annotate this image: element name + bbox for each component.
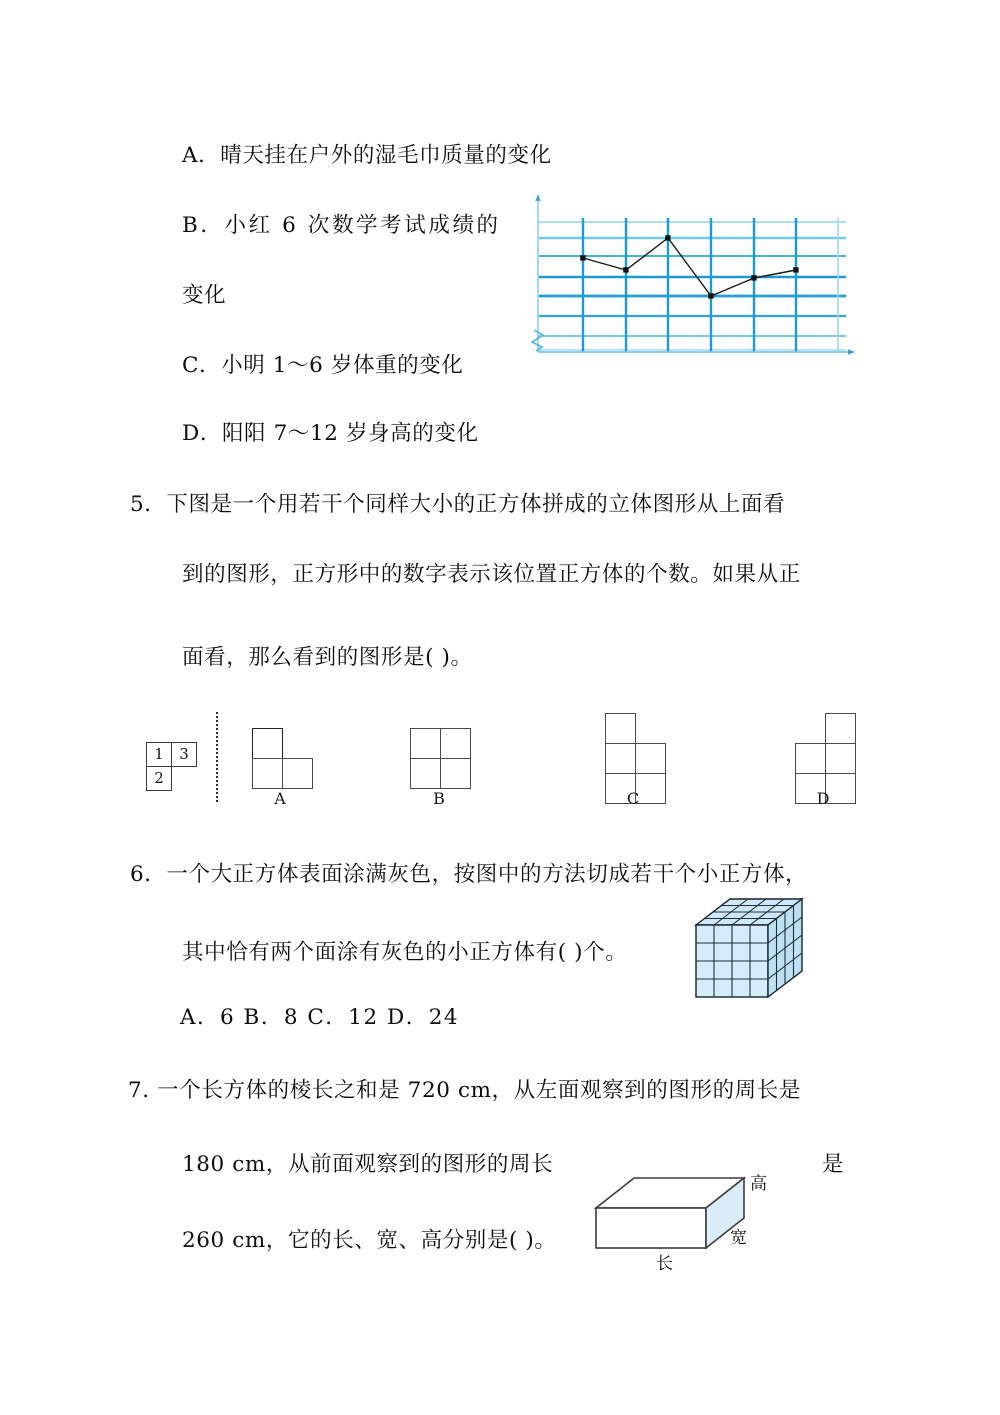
- shape-square: [825, 713, 856, 744]
- question-5-line-2: 到的图形，正方形中的数字表示该位置正方体的个数。如果从正: [182, 562, 801, 587]
- shape-square: [252, 758, 283, 789]
- cuboid-height-label: 高: [746, 1174, 766, 1191]
- question-6-line-1: 6．一个大正方体表面涂满灰色，按图中的方法切成若干个小正方体，: [130, 862, 808, 887]
- shape-square: [440, 758, 471, 789]
- line-chart-figure: [528, 190, 858, 360]
- option-b-label: B: [433, 789, 445, 808]
- shape-square: [605, 743, 636, 774]
- shape-square: [635, 743, 666, 774]
- top-view-cell-0-0: 1: [146, 742, 172, 767]
- chart-x-axis-arrow: [848, 349, 855, 355]
- shape-square: [825, 743, 856, 774]
- option-b-text-line2: 变化: [182, 283, 227, 308]
- option-b-text-line1: B．小红 6 次数学考试成绩的: [182, 213, 501, 238]
- option-d-label: D: [816, 789, 830, 808]
- top-view-cell-1-0: 2: [146, 766, 172, 791]
- chart-horizontal-gridlines: [538, 222, 846, 350]
- cube-4x4x4-figure: [688, 893, 810, 1005]
- question-7-line-3: 260 cm，它的长、宽、高分别是( )。: [182, 1228, 557, 1253]
- option-d-text: D．阳阳 7～12 岁身高的变化: [182, 421, 479, 446]
- cuboid-figure: [592, 1168, 792, 1288]
- shape-square: [605, 713, 636, 744]
- cuboid-length-label: 长: [652, 1254, 672, 1271]
- line-chart-svg: [528, 190, 858, 360]
- shape-square: [282, 758, 313, 789]
- option-c-text: C．小明 1～6 岁体重的变化: [182, 353, 464, 378]
- cuboid-front-face: [596, 1208, 706, 1248]
- option-a-label: A: [274, 789, 286, 808]
- question-7-line-1: 7. 一个长方体的棱长之和是 720 cm，从左面观察到的图形的周长是: [128, 1078, 801, 1103]
- question-6-line-2: 其中恰有两个面涂有灰色的小正方体有( )个。: [182, 940, 628, 965]
- question-6-options-line: A．6 B．8 C．12 D．24: [180, 1005, 460, 1030]
- chart-data-line: [583, 238, 796, 296]
- shape-square: [795, 743, 826, 774]
- shape-square: [410, 758, 441, 789]
- vertical-dashed-divider: [216, 712, 218, 802]
- cube-svg: [688, 893, 810, 1005]
- top-view-cell-0-1: 3: [171, 742, 197, 767]
- question-5-line-3: 面看，那么看到的图形是( )。: [182, 645, 473, 670]
- cuboid-width-label: 宽: [726, 1228, 746, 1245]
- shape-square: [252, 728, 283, 759]
- option-a-text: A．晴天挂在户外的湿毛巾质量的变化: [182, 143, 552, 168]
- shape-square: [410, 728, 441, 759]
- question-7-line-2a: 180 cm，从前面观察到的图形的周长: [182, 1152, 554, 1177]
- option-c-label: C: [626, 789, 640, 808]
- chart-y-axis-arrow: [535, 194, 541, 201]
- shape-square: [440, 728, 471, 759]
- question-7-line-2b: 是: [822, 1152, 845, 1177]
- question-5-line-1: 5．下图是一个用若干个同样大小的正方体拼成的立体图形从上面看: [130, 492, 786, 517]
